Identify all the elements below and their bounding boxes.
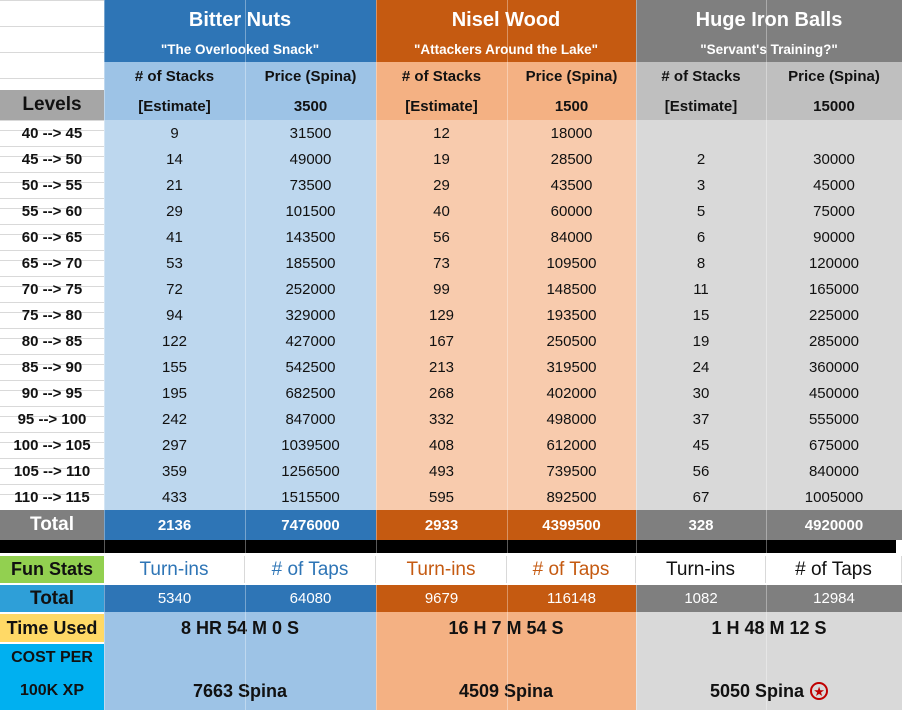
level-range: 65 --> 70 bbox=[21, 254, 83, 272]
table-cell[interactable]: 595 bbox=[428, 488, 455, 506]
separator-bar bbox=[0, 540, 896, 553]
table-cell[interactable]: 319500 bbox=[546, 358, 597, 376]
total-value[interactable]: 2136 bbox=[157, 516, 192, 534]
gridline-h bbox=[0, 26, 104, 27]
table-cell[interactable]: 268 bbox=[428, 384, 455, 402]
table-cell[interactable]: 250500 bbox=[546, 332, 597, 350]
table-cell[interactable]: 555000 bbox=[808, 410, 860, 428]
cost-value-cell bbox=[104, 676, 376, 706]
table-cell[interactable]: 56 bbox=[433, 228, 450, 246]
item-name: Huge Iron Balls bbox=[695, 8, 843, 31]
cost-value[interactable]: 4509 Spina bbox=[458, 680, 554, 701]
table-cell[interactable]: 15 bbox=[692, 306, 710, 324]
column-header-stacks[interactable]: # of Stacks bbox=[661, 67, 741, 85]
level-range: 75 --> 80 bbox=[21, 306, 83, 324]
table-cell[interactable]: 1005000 bbox=[804, 488, 864, 506]
table-cell[interactable]: 28500 bbox=[550, 150, 593, 168]
table-cell[interactable]: 90000 bbox=[813, 228, 855, 246]
table-cell[interactable]: 1256500 bbox=[281, 462, 340, 480]
gridline-h bbox=[0, 78, 104, 79]
gridline-v bbox=[376, 0, 377, 710]
cost-value[interactable]: 7663 Spina bbox=[192, 680, 288, 701]
cost-value-cell bbox=[636, 676, 902, 706]
table-cell[interactable]: 167 bbox=[428, 332, 455, 350]
table-cell[interactable]: 84000 bbox=[550, 228, 593, 246]
table-cell[interactable]: 542500 bbox=[285, 358, 336, 376]
table-cell[interactable]: 402000 bbox=[546, 384, 597, 402]
level-range: 40 --> 45 bbox=[21, 124, 83, 142]
table-cell[interactable]: 5 bbox=[696, 202, 706, 220]
table-cell[interactable]: 427000 bbox=[285, 332, 336, 350]
estimate-label: [Estimate] bbox=[405, 97, 478, 115]
table-cell[interactable]: 109500 bbox=[546, 254, 597, 272]
table-cell[interactable]: 67 bbox=[692, 488, 710, 506]
level-range: 60 --> 65 bbox=[21, 228, 83, 246]
column-header-stacks[interactable]: # of Stacks bbox=[134, 67, 215, 85]
table-cell[interactable]: 285000 bbox=[808, 332, 860, 350]
table-cell[interactable]: 18000 bbox=[550, 124, 593, 142]
table-cell[interactable]: 195 bbox=[161, 384, 188, 402]
item-name: Nisel Wood bbox=[451, 8, 561, 31]
fun-total-value[interactable]: 116148 bbox=[547, 590, 596, 607]
fun-stats-header[interactable]: # of Taps bbox=[245, 556, 376, 583]
level-range: 50 --> 55 bbox=[21, 176, 83, 194]
table-cell[interactable]: 359 bbox=[161, 462, 188, 480]
gridline-v bbox=[636, 0, 637, 710]
level-range: 100 --> 105 bbox=[13, 436, 91, 454]
table-cell[interactable]: 155 bbox=[161, 358, 188, 376]
level-range: 80 --> 85 bbox=[21, 332, 83, 350]
fun-stats-header[interactable]: Turn-ins bbox=[636, 556, 766, 583]
item-subtitle: "The Overlooked Snack" bbox=[160, 41, 320, 57]
column-header-price[interactable]: Price (Spina) bbox=[264, 67, 357, 85]
table-cell[interactable]: 120000 bbox=[808, 254, 860, 272]
table-cell[interactable]: 1039500 bbox=[281, 436, 340, 454]
table-cell[interactable]: 11 bbox=[693, 280, 709, 298]
total-value[interactable]: 2933 bbox=[424, 516, 459, 534]
table-cell[interactable]: 498000 bbox=[546, 410, 597, 428]
total-value[interactable]: 7476000 bbox=[281, 516, 340, 534]
unit-price: 3500 bbox=[293, 97, 328, 115]
item-subtitle: "Attackers Around the Lake" bbox=[413, 41, 599, 57]
table-cell[interactable] bbox=[636, 120, 766, 146]
fun-stats-label: Fun Stats bbox=[10, 559, 93, 579]
table-cell[interactable]: 840000 bbox=[808, 462, 860, 480]
fun-total-value[interactable]: 64080 bbox=[289, 590, 332, 607]
table-cell[interactable]: 2 bbox=[696, 150, 706, 168]
table-cell[interactable]: 493 bbox=[428, 462, 455, 480]
table-cell[interactable]: 360000 bbox=[808, 358, 860, 376]
estimate-label: [Estimate] bbox=[138, 97, 211, 115]
unit-price: 15000 bbox=[813, 97, 855, 115]
time-used[interactable]: 1 H 48 M 12 S bbox=[711, 617, 827, 638]
level-range: 55 --> 60 bbox=[21, 202, 83, 220]
table-cell[interactable]: 30000 bbox=[813, 150, 855, 168]
table-cell[interactable]: 242 bbox=[161, 410, 188, 428]
fun-total-value[interactable]: 5340 bbox=[157, 590, 192, 607]
gridline-h bbox=[0, 0, 104, 1]
table-cell[interactable]: 6 bbox=[696, 228, 706, 246]
column-header-price[interactable]: Price (Spina) bbox=[788, 67, 880, 85]
table-cell[interactable]: 185500 bbox=[285, 254, 336, 272]
table-cell[interactable]: 1515500 bbox=[281, 488, 340, 506]
table-cell[interactable]: 450000 bbox=[808, 384, 860, 402]
table-cell[interactable]: 143500 bbox=[285, 228, 336, 246]
total-value[interactable]: 328 bbox=[688, 516, 714, 534]
cost-value-cell bbox=[376, 676, 636, 706]
total-value[interactable]: 4920000 bbox=[804, 516, 864, 534]
table-cell[interactable]: 45000 bbox=[813, 176, 855, 194]
table-cell[interactable]: 739500 bbox=[546, 462, 597, 480]
fun-total-value[interactable]: 9679 bbox=[424, 590, 459, 607]
table-cell[interactable]: 53 bbox=[166, 254, 183, 272]
table-cell[interactable]: 37 bbox=[692, 410, 710, 428]
table-cell[interactable]: 8 bbox=[696, 254, 706, 272]
table-cell[interactable]: 332 bbox=[428, 410, 455, 428]
table-cell[interactable]: 60000 bbox=[550, 202, 593, 220]
gridline-v bbox=[245, 0, 246, 710]
table-cell[interactable]: 433 bbox=[161, 488, 188, 506]
table-cell[interactable]: 14 bbox=[166, 150, 183, 168]
cost-value[interactable]: 5050 Spina bbox=[709, 680, 805, 701]
table-cell[interactable]: 612000 bbox=[546, 436, 597, 454]
cost-label-line2: 100K XP bbox=[19, 682, 85, 699]
gridline-v bbox=[507, 0, 508, 710]
table-cell[interactable]: 252000 bbox=[285, 280, 336, 298]
table-cell[interactable]: 408 bbox=[428, 436, 455, 454]
time-used[interactable]: 8 HR 54 M 0 S bbox=[180, 617, 300, 638]
levels-header: Levels bbox=[22, 94, 82, 115]
table-cell[interactable]: 29 bbox=[433, 176, 450, 194]
fun-total-label: Total bbox=[30, 587, 74, 609]
level-range: 90 --> 95 bbox=[21, 384, 83, 402]
table-cell[interactable]: 101500 bbox=[285, 202, 336, 220]
table-cell[interactable]: 49000 bbox=[289, 150, 332, 168]
table-cell[interactable]: 19 bbox=[692, 332, 710, 350]
table-cell[interactable]: 297 bbox=[161, 436, 188, 454]
fun-stats-header[interactable]: Turn-ins bbox=[104, 556, 245, 583]
table-cell[interactable]: 165000 bbox=[808, 280, 860, 298]
star-circle-icon: ★ bbox=[810, 682, 828, 700]
time-used[interactable]: 16 H 7 M 54 S bbox=[448, 617, 564, 638]
item-name: Bitter Nuts bbox=[188, 8, 292, 31]
table-cell[interactable]: 3 bbox=[696, 176, 706, 194]
table-cell[interactable]: 30 bbox=[692, 384, 710, 402]
level-range: 105 --> 110 bbox=[13, 462, 91, 480]
gridline-v bbox=[104, 0, 105, 710]
table-cell[interactable]: 193500 bbox=[546, 306, 597, 324]
level-range: 95 --> 100 bbox=[17, 410, 87, 428]
total-label: Total bbox=[30, 514, 74, 535]
time-label: Time Used bbox=[6, 617, 98, 638]
table-cell[interactable]: 41 bbox=[166, 228, 183, 246]
estimate-label: [Estimate] bbox=[664, 97, 738, 115]
table-cell[interactable]: 73500 bbox=[289, 176, 332, 194]
fun-stats-header[interactable]: Turn-ins bbox=[376, 556, 507, 583]
gridline-h bbox=[0, 52, 104, 53]
fun-total-value[interactable]: 1082 bbox=[684, 590, 718, 607]
table-cell[interactable]: 21 bbox=[166, 176, 183, 194]
table-cell[interactable]: 675000 bbox=[808, 436, 860, 454]
table-cell[interactable]: 12 bbox=[433, 124, 450, 142]
table-cell[interactable] bbox=[766, 120, 902, 146]
table-cell[interactable]: 129 bbox=[428, 306, 455, 324]
fun-stats-header[interactable]: # of Taps bbox=[507, 556, 636, 583]
gridline-v bbox=[766, 0, 767, 710]
table-cell[interactable]: 847000 bbox=[285, 410, 336, 428]
table-cell[interactable]: 45 bbox=[692, 436, 710, 454]
item-subtitle: "Servant's Training?" bbox=[700, 41, 838, 57]
unit-price: 1500 bbox=[554, 97, 589, 115]
fun-stats-header[interactable]: # of Taps bbox=[766, 556, 902, 583]
level-range: 45 --> 50 bbox=[21, 150, 83, 168]
table-cell[interactable]: 75000 bbox=[813, 202, 855, 220]
table-cell[interactable]: 213 bbox=[428, 358, 455, 376]
table-cell[interactable]: 122 bbox=[161, 332, 188, 350]
table-cell[interactable]: 72 bbox=[166, 280, 183, 298]
table-cell[interactable]: 73 bbox=[433, 254, 450, 272]
column-header-price[interactable]: Price (Spina) bbox=[525, 67, 618, 85]
level-range: 70 --> 75 bbox=[21, 280, 83, 298]
table-cell[interactable]: 31500 bbox=[289, 124, 332, 142]
table-cell[interactable]: 94 bbox=[166, 306, 183, 324]
table-cell[interactable]: 24 bbox=[692, 358, 710, 376]
fun-total-value[interactable]: 12984 bbox=[813, 590, 855, 607]
table-cell[interactable]: 892500 bbox=[546, 488, 597, 506]
level-range: 110 --> 115 bbox=[14, 488, 90, 506]
table-cell[interactable]: 19 bbox=[433, 150, 450, 168]
table-cell[interactable]: 225000 bbox=[808, 306, 860, 324]
level-range: 85 --> 90 bbox=[21, 358, 83, 376]
table-cell[interactable]: 43500 bbox=[550, 176, 593, 194]
table-cell[interactable]: 329000 bbox=[285, 306, 336, 324]
table-cell[interactable]: 682500 bbox=[285, 384, 336, 402]
table-cell[interactable]: 40 bbox=[433, 202, 450, 220]
table-cell[interactable]: 148500 bbox=[546, 280, 597, 298]
table-cell[interactable]: 99 bbox=[433, 280, 450, 298]
cost-label-line1: COST PER bbox=[11, 649, 93, 666]
column-header-stacks[interactable]: # of Stacks bbox=[401, 67, 482, 85]
table-cell[interactable]: 29 bbox=[166, 202, 183, 220]
total-value[interactable]: 4399500 bbox=[542, 516, 601, 534]
table-cell[interactable]: 56 bbox=[692, 462, 710, 480]
table-cell[interactable]: 9 bbox=[170, 124, 179, 142]
